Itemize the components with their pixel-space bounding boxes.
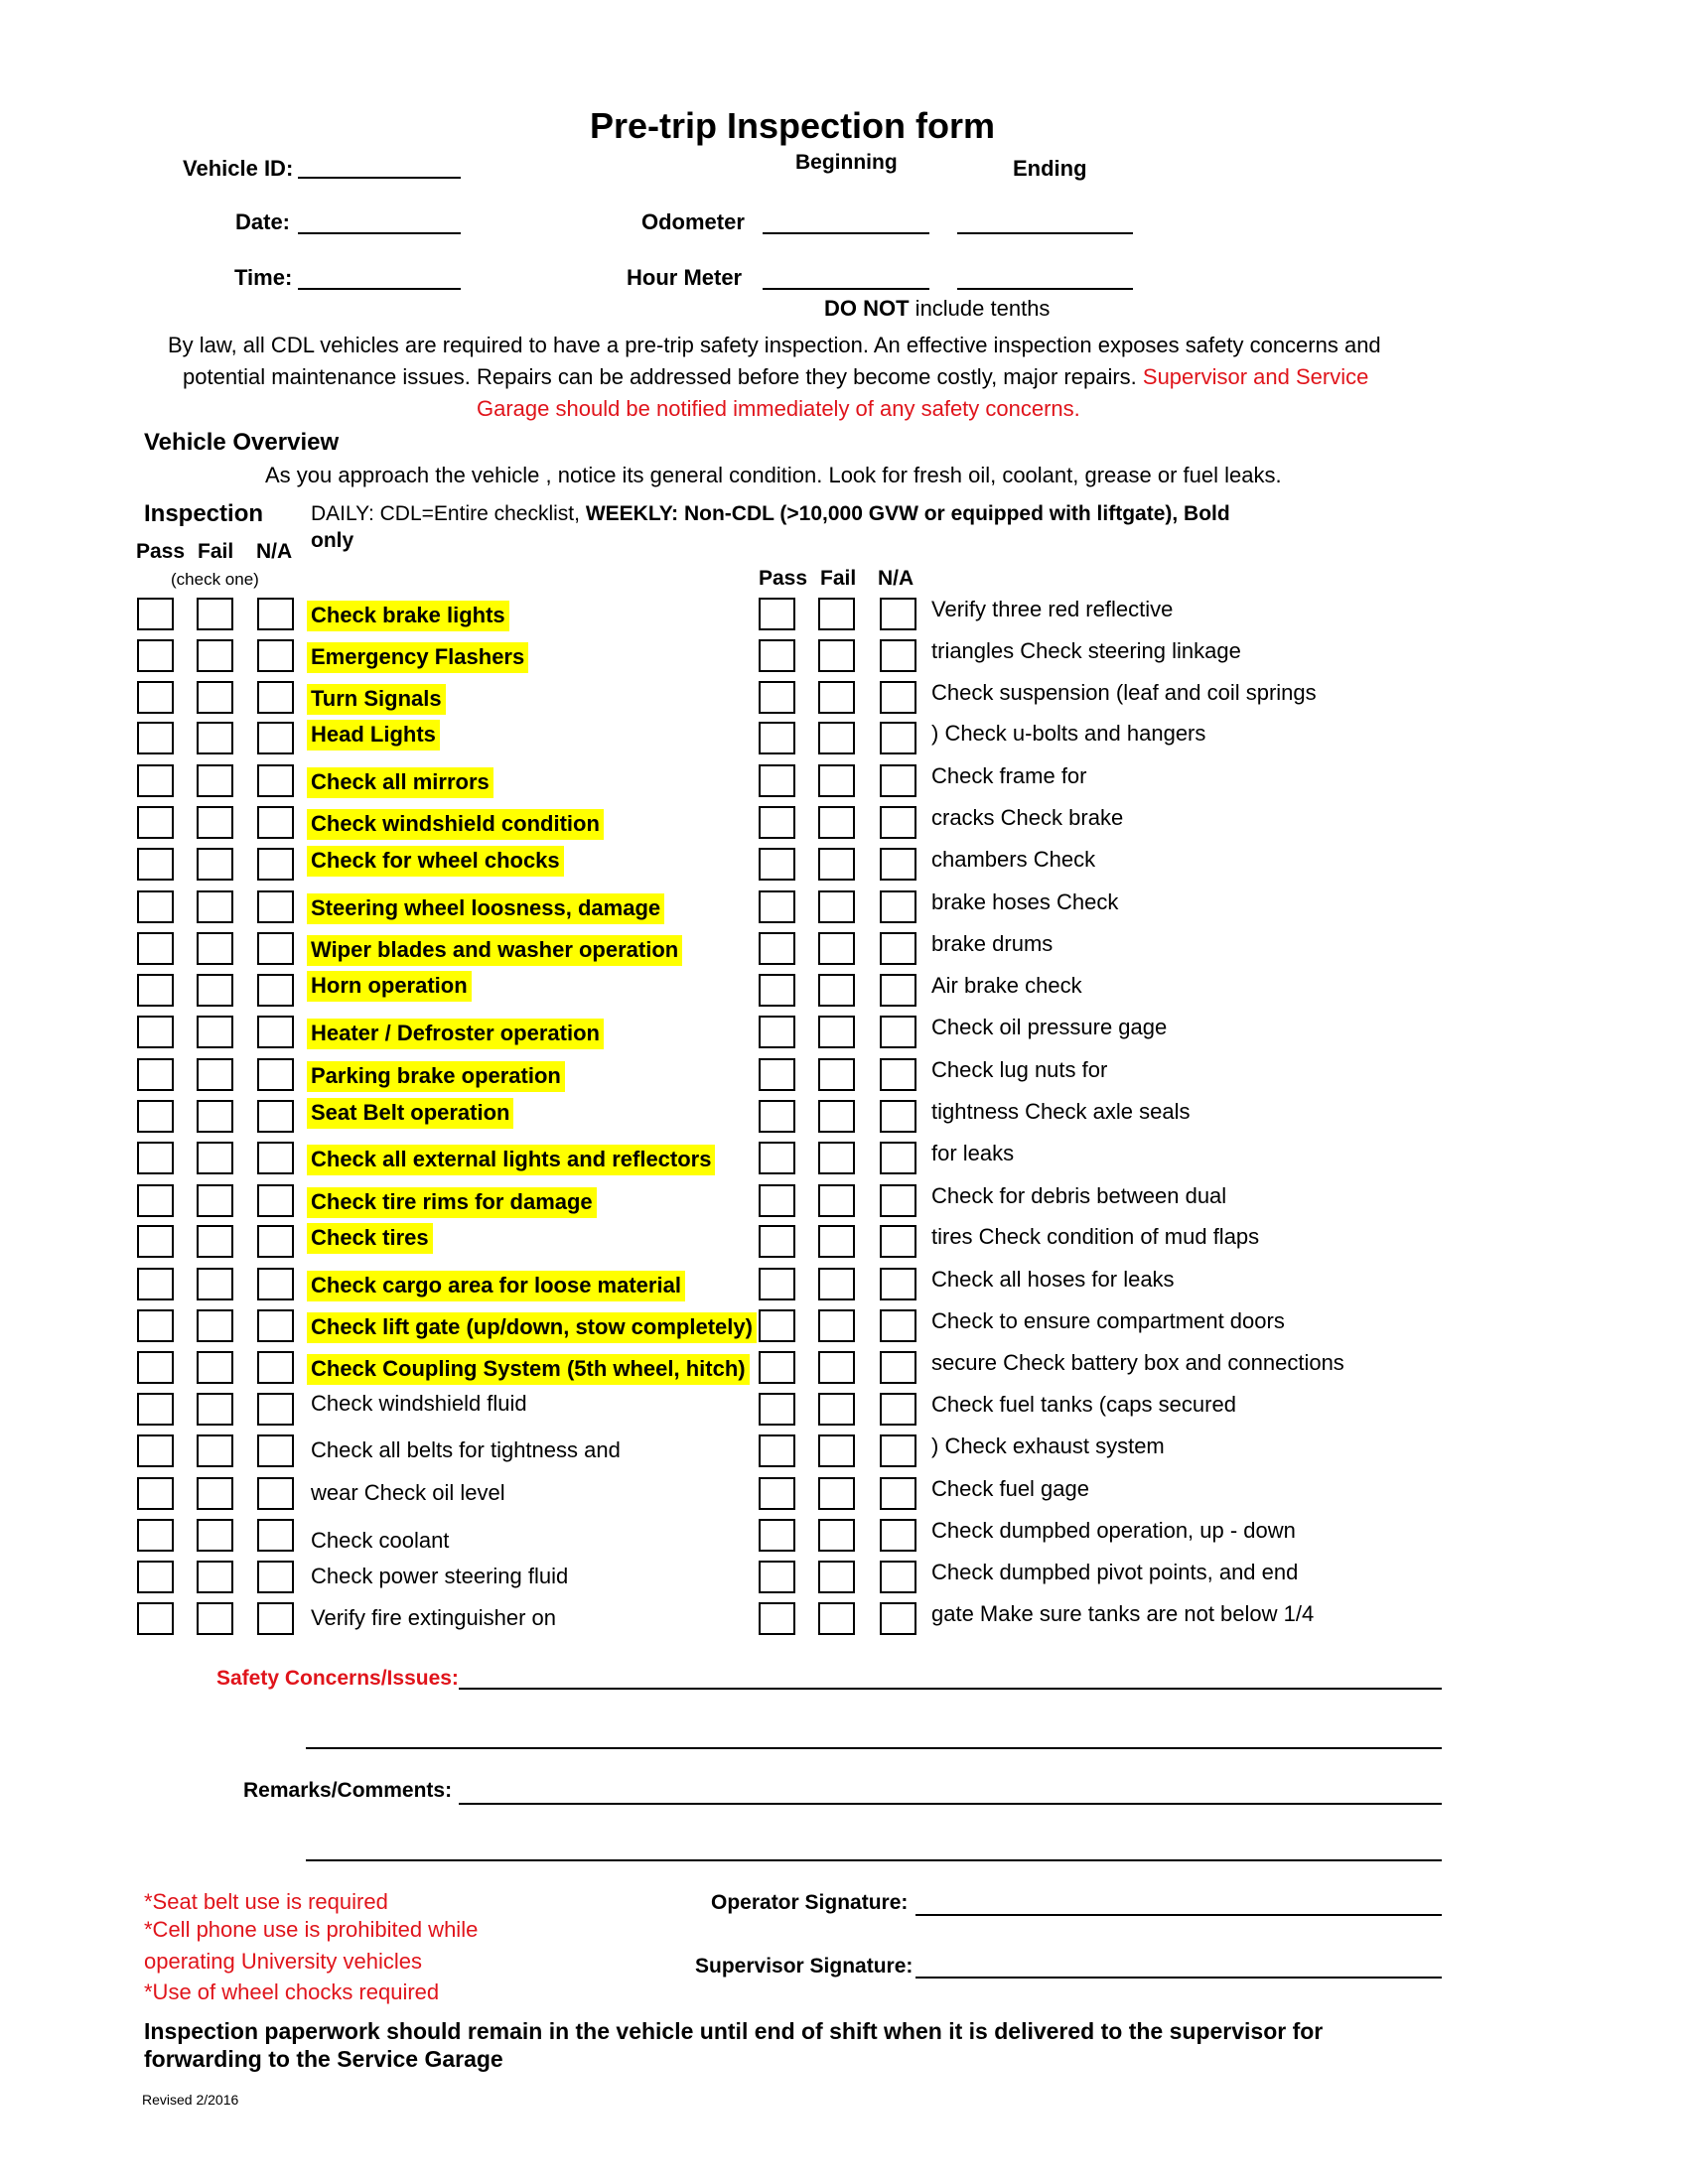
checkbox-right-pass-15[interactable] — [759, 1184, 795, 1217]
intro-line-2 — [183, 364, 1368, 390]
checkbox-left-pass-23[interactable] — [137, 1519, 174, 1552]
checklist-item-right: Check dumpbed pivot points, and end — [931, 1560, 1299, 1584]
checklist-item-left: Seat Belt operation — [307, 1098, 513, 1129]
remarks-field[interactable] — [459, 1803, 1442, 1805]
checkbox-right-na-23[interactable] — [880, 1519, 916, 1552]
checkbox-right-pass-4[interactable] — [759, 722, 795, 754]
checkbox-left-na-25[interactable] — [257, 1602, 294, 1635]
checkbox-left-fail-19[interactable] — [197, 1351, 233, 1384]
checkbox-left-fail-17[interactable] — [197, 1268, 233, 1300]
checkbox-right-pass-7[interactable] — [759, 848, 795, 881]
checkbox-left-fail-25[interactable] — [197, 1602, 233, 1635]
checkbox-right-na-24[interactable] — [880, 1561, 916, 1593]
checkbox-right-fail-21[interactable] — [818, 1434, 855, 1467]
checklist-item-right: ) Check exhaust system — [931, 1433, 1165, 1458]
safety-concerns-field[interactable] — [459, 1688, 1442, 1690]
date-field[interactable] — [298, 232, 461, 234]
checkbox-right-fail-12[interactable] — [818, 1058, 855, 1091]
checkbox-left-fail-6[interactable] — [197, 806, 233, 839]
intro-line-1: By law, all CDL vehicles are required to have a pre-trip safety inspection. An effective inspection exposes safety concerns and — [168, 333, 1381, 357]
checklist-item-left: Check coolant — [311, 1528, 450, 1553]
checkbox-left-na-20[interactable] — [257, 1393, 294, 1426]
checkbox-left-fail-2[interactable] — [197, 639, 233, 672]
checkbox-left-fail-7[interactable] — [197, 848, 233, 881]
checkbox-left-na-5[interactable] — [257, 764, 294, 797]
checklist-item-left: Check for wheel chocks — [307, 846, 564, 877]
checkbox-left-fail-4[interactable] — [197, 722, 233, 754]
note-seat-belt: *Seat belt use is required — [144, 1889, 388, 1914]
checkbox-left-fail-23[interactable] — [197, 1519, 233, 1552]
checkbox-left-fail-8[interactable] — [197, 890, 233, 923]
tenths-note — [824, 296, 1050, 322]
checklist-item-left: Check lift gate (up/down, stow completely) — [307, 1312, 757, 1343]
supervisor-signature-field[interactable] — [915, 1977, 1442, 1979]
page-title: Pre-trip Inspection form — [590, 105, 996, 146]
time-field[interactable] — [298, 288, 461, 290]
checklist-item-right: for leaks — [931, 1141, 1015, 1165]
right-col-pass: Pass — [759, 567, 808, 590]
checklist-item-right: chambers Check — [931, 847, 1096, 872]
revised-date: Revised 2/2016 — [142, 2092, 239, 2108]
do-not-text: DO NOT — [824, 296, 910, 321]
hour-meter-label: Hour Meter — [627, 265, 743, 290]
checklist-item-left: Check Coupling System (5th wheel, hitch) — [307, 1354, 750, 1385]
checklist-item-left: Check windshield fluid — [311, 1391, 527, 1416]
checklist-item-right: Check lug nuts for — [931, 1057, 1108, 1082]
checkbox-right-pass-22[interactable] — [759, 1477, 795, 1510]
remarks-field-line-2[interactable] — [306, 1859, 1442, 1861]
inspection-frequency-line — [311, 502, 1230, 526]
checkbox-left-pass-19[interactable] — [137, 1351, 174, 1384]
checkbox-left-pass-12[interactable] — [137, 1058, 174, 1091]
checkbox-right-na-21[interactable] — [880, 1434, 916, 1467]
paperwork-line-1: Inspection paperwork should remain in the vehicle until end of shift when it is delivered to the supervisor for — [144, 2018, 1324, 2044]
checkbox-left-fail-21[interactable] — [197, 1434, 233, 1467]
checkbox-right-fail-20[interactable] — [818, 1393, 855, 1426]
check-one-note: (check one) — [171, 570, 259, 589]
checklist-item-left: Head Lights — [307, 720, 440, 751]
checkbox-left-na-24[interactable] — [257, 1561, 294, 1593]
left-col-na: N/A — [256, 540, 293, 563]
checkbox-right-fail-23[interactable] — [818, 1519, 855, 1552]
vehicle-id-field[interactable] — [298, 177, 461, 179]
checkbox-right-pass-8[interactable] — [759, 890, 795, 923]
checklist-item-left: Turn Signals — [307, 684, 446, 715]
paperwork-line-2: forwarding to the Service Garage — [144, 2046, 503, 2072]
checkbox-left-na-16[interactable] — [257, 1225, 294, 1258]
checkbox-right-pass-21[interactable] — [759, 1434, 795, 1467]
checklist-item-left: Wiper blades and washer operation — [307, 935, 682, 966]
checkbox-left-pass-20[interactable] — [137, 1393, 174, 1426]
checkbox-right-pass-18[interactable] — [759, 1309, 795, 1342]
checkbox-right-fail-16[interactable] — [818, 1225, 855, 1258]
checkbox-right-fail-25[interactable] — [818, 1602, 855, 1635]
checkbox-left-fail-18[interactable] — [197, 1309, 233, 1342]
checklist-item-right: Check suspension (leaf and coil springs — [931, 680, 1317, 705]
checkbox-right-pass-10[interactable] — [759, 974, 795, 1007]
checkbox-left-pass-13[interactable] — [137, 1100, 174, 1133]
supervisor-signature-label: Supervisor Signature: — [695, 1955, 914, 1978]
odometer-label: Odometer — [641, 209, 745, 234]
checkbox-left-pass-25[interactable] — [137, 1602, 174, 1635]
checkbox-left-fail-12[interactable] — [197, 1058, 233, 1091]
checkbox-right-pass-25[interactable] — [759, 1602, 795, 1635]
checkbox-left-pass-1[interactable] — [137, 598, 174, 630]
checkbox-right-fail-2[interactable] — [818, 639, 855, 672]
operator-signature-field[interactable] — [915, 1914, 1442, 1916]
checklist-item-right: Check fuel gage — [931, 1476, 1089, 1501]
checkbox-left-pass-9[interactable] — [137, 932, 174, 965]
checkbox-right-fail-11[interactable] — [818, 1016, 855, 1048]
operator-signature-label: Operator Signature: — [711, 1891, 909, 1914]
checkbox-left-pass-6[interactable] — [137, 806, 174, 839]
intro-line-2-warning: Supervisor and Service — [1136, 364, 1369, 389]
checkbox-left-na-7[interactable] — [257, 848, 294, 881]
checklist-item-right: gate Make sure tanks are not below 1/4 — [931, 1601, 1315, 1626]
checkbox-right-pass-1[interactable] — [759, 598, 795, 630]
checkbox-right-fail-19[interactable] — [818, 1351, 855, 1384]
checklist-item-right: triangles Check steering linkage — [931, 638, 1241, 663]
checkbox-left-pass-10[interactable] — [137, 974, 174, 1007]
checkbox-right-fail-17[interactable] — [818, 1268, 855, 1300]
left-col-fail: Fail — [198, 540, 234, 563]
checklist-item-right: cracks Check brake — [931, 805, 1124, 830]
checklist-item-left: Emergency Flashers — [307, 642, 528, 673]
checkbox-left-na-23[interactable] — [257, 1519, 294, 1552]
checkbox-left-pass-21[interactable] — [137, 1434, 174, 1467]
daily-text: DAILY: CDL=Entire checklist, — [311, 502, 586, 525]
checkbox-left-pass-4[interactable] — [137, 722, 174, 754]
checkbox-right-na-5[interactable] — [880, 764, 916, 797]
checkbox-left-na-10[interactable] — [257, 974, 294, 1007]
checklist-item-left: Check all mirrors — [307, 767, 493, 798]
checklist-item-right: tightness Check axle seals — [931, 1099, 1191, 1124]
checkbox-right-pass-5[interactable] — [759, 764, 795, 797]
intro-line-3-warning: Garage should be notified immediately of any safety concerns. — [477, 396, 1080, 421]
checkbox-left-fail-11[interactable] — [197, 1016, 233, 1048]
checkbox-left-pass-22[interactable] — [137, 1477, 174, 1510]
checkbox-left-na-19[interactable] — [257, 1351, 294, 1384]
checkbox-left-fail-16[interactable] — [197, 1225, 233, 1258]
checkbox-left-na-6[interactable] — [257, 806, 294, 839]
checkbox-right-fail-24[interactable] — [818, 1561, 855, 1593]
checkbox-left-na-12[interactable] — [257, 1058, 294, 1091]
safety-concerns-label: Safety Concerns/Issues: — [216, 1667, 459, 1690]
checkbox-left-na-15[interactable] — [257, 1184, 294, 1217]
intro-line-2-text: potential maintenance issues. Repairs can be addressed before they become costly, major repairs. — [183, 364, 1137, 389]
checkbox-right-fail-9[interactable] — [818, 932, 855, 965]
checklist-item-right: Check all hoses for leaks — [931, 1267, 1175, 1292]
checkbox-right-na-6[interactable] — [880, 806, 916, 839]
ending-label: Ending — [1013, 156, 1087, 181]
checkbox-left-fail-15[interactable] — [197, 1184, 233, 1217]
checklist-item-right: ) Check u-bolts and hangers — [931, 721, 1206, 746]
odometer-ending-field[interactable] — [957, 232, 1133, 234]
checklist-item-right: brake hoses Check — [931, 889, 1119, 914]
checkbox-left-fail-10[interactable] — [197, 974, 233, 1007]
checkbox-left-pass-2[interactable] — [137, 639, 174, 672]
checkbox-right-pass-16[interactable] — [759, 1225, 795, 1258]
checkbox-right-pass-2[interactable] — [759, 639, 795, 672]
checklist-item-left: Check brake lights — [307, 601, 509, 631]
checkbox-right-pass-23[interactable] — [759, 1519, 795, 1552]
checklist-item-left: Check cargo area for loose material — [307, 1271, 685, 1301]
checkbox-right-na-19[interactable] — [880, 1351, 916, 1384]
checkbox-right-pass-9[interactable] — [759, 932, 795, 965]
checkbox-left-pass-24[interactable] — [137, 1561, 174, 1593]
checkbox-left-fail-1[interactable] — [197, 598, 233, 630]
checklist-item-right: secure Check battery box and connections — [931, 1350, 1344, 1375]
checkbox-left-fail-5[interactable] — [197, 764, 233, 797]
checklist-item-right: Verify three red reflective — [931, 597, 1174, 621]
checkbox-right-na-18[interactable] — [880, 1309, 916, 1342]
include-tenths-text: include tenths — [909, 296, 1051, 321]
checkbox-right-na-12[interactable] — [880, 1058, 916, 1091]
checkbox-left-na-21[interactable] — [257, 1434, 294, 1467]
checkbox-right-pass-12[interactable] — [759, 1058, 795, 1091]
checkbox-left-na-4[interactable] — [257, 722, 294, 754]
checkbox-left-na-17[interactable] — [257, 1268, 294, 1300]
checkbox-right-na-7[interactable] — [880, 848, 916, 881]
note-cell-phone: *Cell phone use is prohibited while — [144, 1917, 479, 1942]
left-col-pass: Pass — [136, 540, 186, 563]
hour-meter-beginning-field[interactable] — [763, 288, 929, 290]
checkbox-left-na-11[interactable] — [257, 1016, 294, 1048]
beginning-label: Beginning — [795, 151, 898, 174]
checkbox-left-pass-18[interactable] — [137, 1309, 174, 1342]
right-col-na: N/A — [878, 567, 914, 590]
checkbox-right-fail-4[interactable] — [818, 722, 855, 754]
checklist-item-left: Heater / Defroster operation — [307, 1019, 604, 1049]
checkbox-right-fail-22[interactable] — [818, 1477, 855, 1510]
right-col-fail: Fail — [820, 567, 857, 590]
checkbox-left-pass-7[interactable] — [137, 848, 174, 881]
checkbox-right-pass-13[interactable] — [759, 1100, 795, 1133]
checkbox-left-fail-13[interactable] — [197, 1100, 233, 1133]
checkbox-right-na-3[interactable] — [880, 681, 916, 714]
checkbox-right-fail-3[interactable] — [818, 681, 855, 714]
odometer-beginning-field[interactable] — [763, 232, 929, 234]
checklist-item-right: tires Check condition of mud flaps — [931, 1224, 1260, 1249]
vehicle-overview-text: As you approach the vehicle , notice its general condition. Look for fresh oil, coolant, grease or fuel leaks. — [265, 463, 1282, 487]
checkbox-right-pass-17[interactable] — [759, 1268, 795, 1300]
checkbox-right-na-16[interactable] — [880, 1225, 916, 1258]
checkbox-right-pass-19[interactable] — [759, 1351, 795, 1384]
checkbox-right-na-20[interactable] — [880, 1393, 916, 1426]
checklist-item-left: Parking brake operation — [307, 1061, 565, 1092]
checkbox-right-na-4[interactable] — [880, 722, 916, 754]
checkbox-right-na-17[interactable] — [880, 1268, 916, 1300]
checkbox-right-pass-20[interactable] — [759, 1393, 795, 1426]
checkbox-right-na-2[interactable] — [880, 639, 916, 672]
checkbox-left-fail-24[interactable] — [197, 1561, 233, 1593]
checkbox-left-fail-20[interactable] — [197, 1393, 233, 1426]
checkbox-right-na-8[interactable] — [880, 890, 916, 923]
note-wheel-chocks: *Use of wheel chocks required — [144, 1979, 440, 2004]
checkbox-right-fail-5[interactable] — [818, 764, 855, 797]
checklist-item-left: Check all belts for tightness and — [311, 1437, 621, 1462]
weekly-text: WEEKLY: Non-CDL (>10,000 GVW or equipped with liftgate), Bold — [585, 502, 1230, 525]
only-text: only — [311, 529, 354, 552]
checkbox-left-pass-17[interactable] — [137, 1268, 174, 1300]
checkbox-right-fail-7[interactable] — [818, 848, 855, 881]
safety-concerns-field-line-2[interactable] — [306, 1747, 1442, 1749]
checkbox-right-na-15[interactable] — [880, 1184, 916, 1217]
checklist-item-left: Check tires — [307, 1223, 433, 1254]
checkbox-right-pass-3[interactable] — [759, 681, 795, 714]
checkbox-right-na-13[interactable] — [880, 1100, 916, 1133]
checkbox-right-pass-14[interactable] — [759, 1142, 795, 1174]
checkbox-right-na-10[interactable] — [880, 974, 916, 1007]
checkbox-right-na-22[interactable] — [880, 1477, 916, 1510]
checklist-item-left: Check power steering fluid — [311, 1564, 569, 1588]
vehicle-id-label: Vehicle ID: — [183, 156, 294, 181]
checkbox-right-pass-6[interactable] — [759, 806, 795, 839]
checkbox-right-fail-1[interactable] — [818, 598, 855, 630]
checklist-item-right: Air brake check — [931, 973, 1082, 998]
date-label: Date: — [235, 209, 291, 234]
checklist-item-right: Check oil pressure gage — [931, 1015, 1168, 1039]
checkbox-right-fail-10[interactable] — [818, 974, 855, 1007]
checkbox-right-fail-8[interactable] — [818, 890, 855, 923]
checklist-item-left: Check all external lights and reflectors — [307, 1145, 715, 1175]
checklist-item-right: Check to ensure compartment doors — [931, 1308, 1285, 1333]
checkbox-right-na-11[interactable] — [880, 1016, 916, 1048]
checkbox-right-na-1[interactable] — [880, 598, 916, 630]
checkbox-left-na-2[interactable] — [257, 639, 294, 672]
checklist-item-right: Check fuel tanks (caps secured — [931, 1392, 1236, 1417]
checkbox-left-na-1[interactable] — [257, 598, 294, 630]
checkbox-left-na-13[interactable] — [257, 1100, 294, 1133]
checkbox-right-na-14[interactable] — [880, 1142, 916, 1174]
checkbox-left-pass-8[interactable] — [137, 890, 174, 923]
checkbox-right-fail-18[interactable] — [818, 1309, 855, 1342]
checkbox-left-fail-22[interactable] — [197, 1477, 233, 1510]
checkbox-left-na-14[interactable] — [257, 1142, 294, 1174]
checkbox-left-fail-3[interactable] — [197, 681, 233, 714]
checklist-item-left: Horn operation — [307, 971, 472, 1002]
checkbox-left-pass-15[interactable] — [137, 1184, 174, 1217]
checkbox-right-fail-14[interactable] — [818, 1142, 855, 1174]
checklist-item-left: Check tire rims for damage — [307, 1187, 597, 1218]
checkbox-left-pass-14[interactable] — [137, 1142, 174, 1174]
checkbox-left-fail-14[interactable] — [197, 1142, 233, 1174]
checkbox-left-na-22[interactable] — [257, 1477, 294, 1510]
checkbox-left-pass-5[interactable] — [137, 764, 174, 797]
checkbox-left-pass-11[interactable] — [137, 1016, 174, 1048]
checklist-item-right: brake drums — [931, 931, 1054, 956]
checkbox-right-fail-13[interactable] — [818, 1100, 855, 1133]
checkbox-left-na-18[interactable] — [257, 1309, 294, 1342]
checkbox-right-pass-24[interactable] — [759, 1561, 795, 1593]
checkbox-left-na-3[interactable] — [257, 681, 294, 714]
checkbox-left-na-9[interactable] — [257, 932, 294, 965]
checklist-item-left: Steering wheel loosness, damage — [307, 893, 664, 924]
checkbox-right-pass-11[interactable] — [759, 1016, 795, 1048]
checkbox-right-fail-15[interactable] — [818, 1184, 855, 1217]
checkbox-right-fail-6[interactable] — [818, 806, 855, 839]
checkbox-right-na-25[interactable] — [880, 1602, 916, 1635]
checklist-item-left: wear Check oil level — [311, 1480, 505, 1505]
checklist-item-right: Check dumpbed operation, up - down — [931, 1518, 1296, 1543]
vehicle-overview-heading: Vehicle Overview — [144, 429, 340, 456]
note-cell-phone-cont: operating University vehicles — [144, 1949, 423, 1974]
checkbox-left-fail-9[interactable] — [197, 932, 233, 965]
checkbox-left-pass-16[interactable] — [137, 1225, 174, 1258]
checkbox-left-na-8[interactable] — [257, 890, 294, 923]
checklist-item-right: Check for debris between dual — [931, 1183, 1227, 1208]
checkbox-left-pass-3[interactable] — [137, 681, 174, 714]
time-label: Time: — [234, 265, 293, 290]
remarks-label: Remarks/Comments: — [243, 1779, 453, 1802]
hour-meter-ending-field[interactable] — [957, 288, 1133, 290]
checklist-item-right: Check frame for — [931, 763, 1087, 788]
checklist-item-left: Check windshield condition — [307, 809, 604, 840]
inspection-heading: Inspection — [144, 500, 264, 527]
checklist-item-left: Verify fire extinguisher on — [311, 1605, 557, 1630]
checkbox-right-na-9[interactable] — [880, 932, 916, 965]
